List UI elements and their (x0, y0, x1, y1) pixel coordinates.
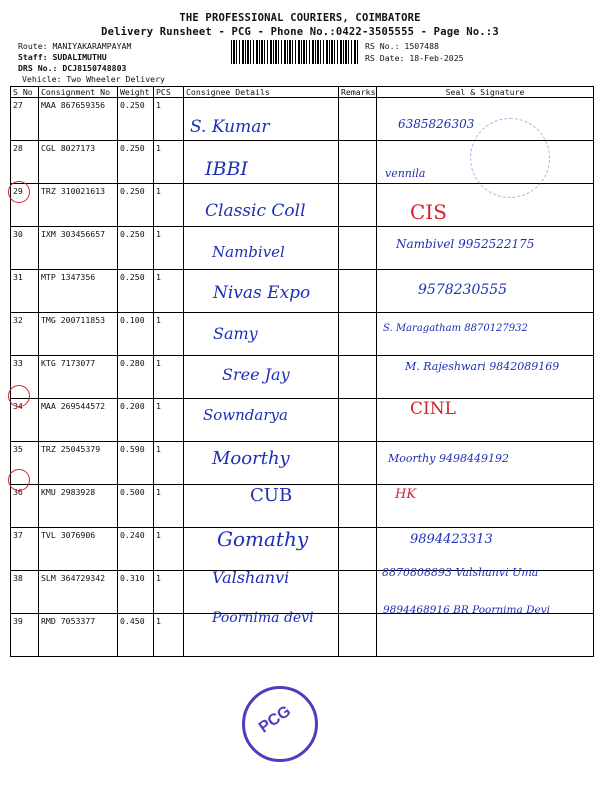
col-sno: S No (11, 87, 39, 98)
cell-sno: 27 (11, 98, 39, 141)
handwritten-consignee: Nivas Expo (213, 283, 311, 303)
col-seal-signature: Seal & Signature (377, 87, 594, 98)
cell-sno: 34 (11, 399, 39, 442)
handwritten-signature: 9578230555 (418, 282, 508, 298)
runsheet-subtitle: Delivery Runsheet - PCG - Phone No.:0422-3505555 - Page No.:3 (101, 26, 499, 38)
cell-consignment: RMD 7053377 (39, 614, 118, 657)
table-header-row (11, 87, 594, 98)
cell-consignment: TRZ 310021613 (39, 184, 118, 227)
cell-weight: 0.250 (118, 270, 154, 313)
handwritten-signature: CINL (410, 399, 456, 419)
cell-pcs: 1 (154, 614, 184, 657)
handwritten-consignee: Classic Coll (205, 201, 306, 221)
cell-remarks (339, 571, 377, 614)
handwritten-consignee: S. Kumar (190, 117, 270, 137)
cell-sno: 39 (11, 614, 39, 657)
faint-seal-icon (470, 118, 550, 198)
cell-weight: 0.200 (118, 399, 154, 442)
cell-weight: 0.100 (118, 313, 154, 356)
cell-sno: 36 (11, 485, 39, 528)
cell-weight: 0.500 (118, 485, 154, 528)
handwritten-consignee: IBBI (205, 158, 248, 180)
cell-sno: 28 (11, 141, 39, 184)
cell-pcs: 1 (154, 485, 184, 528)
handwritten-signature: HK (395, 487, 417, 502)
table-row (11, 399, 594, 442)
drs-number: DRS No.: DCJ8150748803 (18, 63, 127, 73)
cell-sno: 38 (11, 571, 39, 614)
red-mark-circle (8, 469, 30, 491)
staff-label: Staff: SUDALIMUTHU (18, 52, 107, 62)
cell-remarks (339, 270, 377, 313)
handwritten-signature: 9894423313 (410, 532, 493, 547)
cell-sno: 37 (11, 528, 39, 571)
cell-weight: 0.240 (118, 528, 154, 571)
handwritten-signature: 8870808893 Valshanvi Uma (382, 566, 539, 579)
cell-consignment: SLM 364729342 (39, 571, 118, 614)
handwritten-consignee: Moorthy (212, 448, 290, 469)
cell-sno: 33 (11, 356, 39, 399)
cell-pcs: 1 (154, 571, 184, 614)
cell-pcs: 1 (154, 98, 184, 141)
cell-consignment: MAA 867659356 (39, 98, 118, 141)
cell-consignment: IXM 303456657 (39, 227, 118, 270)
cell-weight: 0.280 (118, 356, 154, 399)
col-consignee: Consignee Details (184, 87, 339, 98)
col-pcs: PCS (154, 87, 184, 98)
cell-consignment: KTG 7173077 (39, 356, 118, 399)
cell-remarks (339, 485, 377, 528)
vehicle-label: Vehicle: Two Wheeler Delivery (22, 74, 165, 84)
handwritten-consignee: Samy (213, 324, 258, 343)
cell-remarks (339, 313, 377, 356)
cell-weight: 0.310 (118, 571, 154, 614)
cell-consignment: TVL 3076906 (39, 528, 118, 571)
cell-weight: 0.250 (118, 141, 154, 184)
cell-signature (377, 313, 594, 356)
col-remarks: Remarks (339, 87, 377, 98)
cell-consignment: CGL 8027173 (39, 141, 118, 184)
cell-remarks (339, 399, 377, 442)
handwritten-signature: S. Maragatham 8870127932 (383, 323, 528, 334)
cell-pcs: 1 (154, 141, 184, 184)
cell-remarks (339, 184, 377, 227)
handwritten-consignee: CUB (250, 485, 293, 506)
cell-pcs: 1 (154, 270, 184, 313)
handwritten-consignee: Nambivel (212, 243, 285, 261)
barcode (231, 40, 359, 64)
handwritten-consignee: Gomathy (217, 527, 309, 551)
handwritten-consignee: Sree Jay (222, 365, 290, 384)
handwritten-signature: vennila (385, 167, 426, 180)
cell-sno: 29 (11, 184, 39, 227)
cell-pcs: 1 (154, 528, 184, 571)
cell-pcs: 1 (154, 227, 184, 270)
handwritten-signature: CIS (410, 200, 447, 224)
cell-remarks (339, 614, 377, 657)
cell-remarks (339, 528, 377, 571)
company-title: THE PROFESSIONAL COURIERS, COIMBATORE (179, 12, 421, 24)
handwritten-signature: Nambivel 9952522175 (396, 237, 535, 251)
cell-weight: 0.250 (118, 227, 154, 270)
col-consignment: Consignment No (39, 87, 118, 98)
cell-sno: 31 (11, 270, 39, 313)
cell-weight: 0.590 (118, 442, 154, 485)
handwritten-consignee: Poornima devi (212, 610, 314, 626)
cell-remarks (339, 442, 377, 485)
rs-number: RS No.: 1507488 (365, 41, 439, 51)
cell-consignment: MAA 269544572 (39, 399, 118, 442)
col-weight: Weight (118, 87, 154, 98)
route-label: Route: MANIYAKARAMPAYAM (18, 41, 132, 51)
cell-remarks (339, 98, 377, 141)
handwritten-consignee: Valshanvi (212, 568, 290, 587)
cell-sno: 32 (11, 313, 39, 356)
cell-remarks (339, 141, 377, 184)
handwritten-signature: 9894468916 BR Poornima Devi (383, 604, 551, 616)
cell-weight: 0.250 (118, 98, 154, 141)
cell-consignment: KMU 2983928 (39, 485, 118, 528)
cell-remarks (339, 227, 377, 270)
cell-weight: 0.250 (118, 184, 154, 227)
red-mark-circle (8, 385, 30, 407)
cell-pcs: 1 (154, 313, 184, 356)
cell-consignment: MTP 1347356 (39, 270, 118, 313)
rs-date: RS Date: 18-Feb-2025 (365, 53, 464, 63)
cell-pcs: 1 (154, 399, 184, 442)
handwritten-consignee: Sowndarya (203, 406, 288, 424)
cell-consignee (184, 313, 339, 356)
cell-pcs: 1 (154, 184, 184, 227)
pcg-stamp-text: PCG (255, 702, 295, 737)
red-mark-circle (8, 181, 30, 203)
table-row (11, 313, 594, 356)
handwritten-signature: M. Rajeshwari 9842089169 (405, 360, 560, 373)
handwritten-signature: Moorthy 9498449192 (388, 452, 509, 465)
cell-remarks (339, 356, 377, 399)
cell-weight: 0.450 (118, 614, 154, 657)
table-row (11, 485, 594, 528)
cell-pcs: 1 (154, 356, 184, 399)
handwritten-signature: 6385826303 (398, 117, 475, 131)
cell-consignment: TRZ 25045379 (39, 442, 118, 485)
cell-sno: 35 (11, 442, 39, 485)
cell-consignment: TMG 200711853 (39, 313, 118, 356)
cell-pcs: 1 (154, 442, 184, 485)
cell-signature (377, 614, 594, 657)
cell-sno: 30 (11, 227, 39, 270)
